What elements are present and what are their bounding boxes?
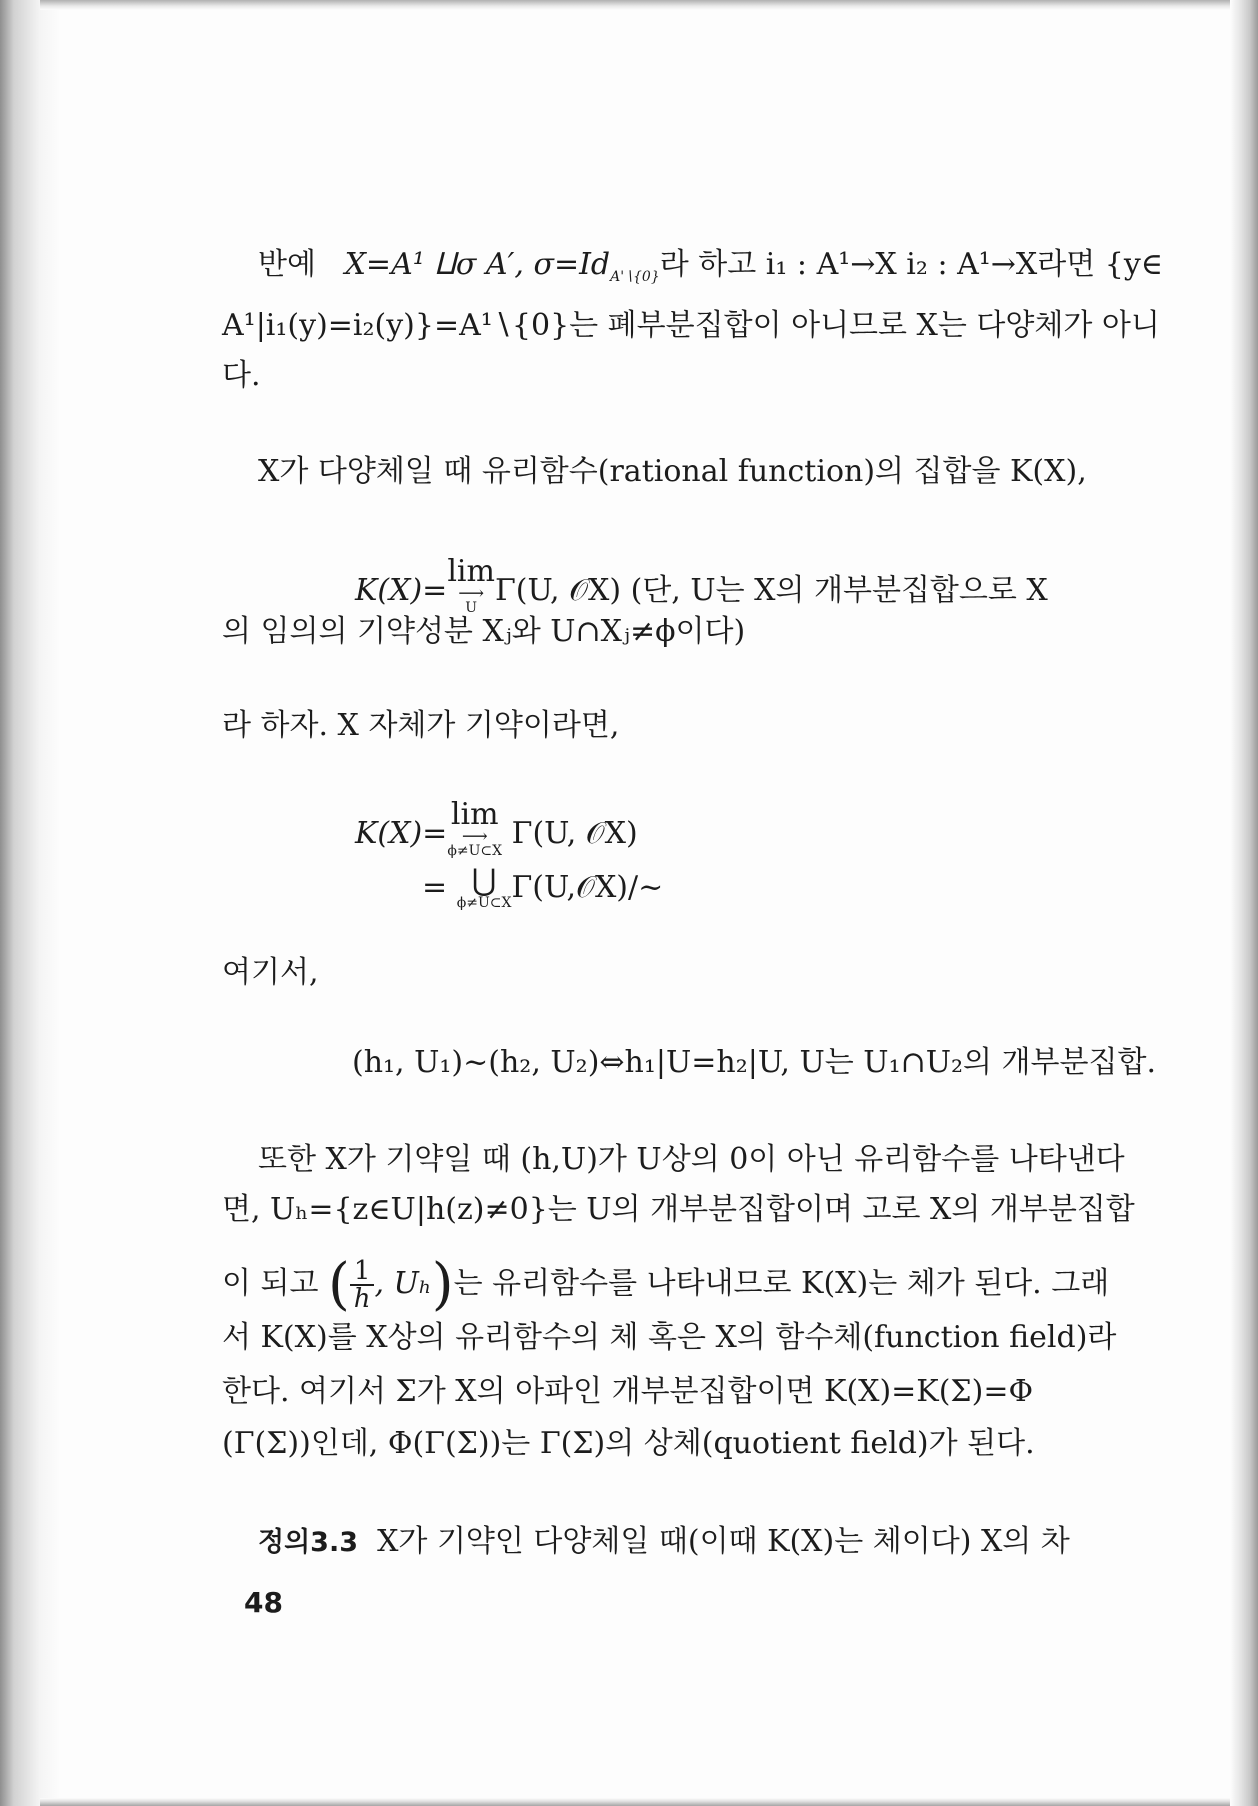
definition-label: 정의3.3 xyxy=(258,1527,358,1558)
union-symbol: ⋃ xyxy=(471,863,497,898)
example-label: 반예 xyxy=(258,247,316,282)
limit1-arrow: ⟶ xyxy=(458,583,485,604)
limit2-rhs: Γ(U, 𝒪X) xyxy=(511,816,638,851)
limit2-subscript: ϕ≠U⊂X xyxy=(447,843,503,859)
right-paren: ) xyxy=(431,1252,454,1317)
union-equals: = xyxy=(422,870,448,905)
example-equation: X=A¹ ⨿σ A′, σ=Id xyxy=(344,247,611,282)
page-number: 48 xyxy=(244,1586,283,1619)
fraction xyxy=(350,1258,375,1312)
where-line: 여기서, xyxy=(222,955,319,990)
field-line-2: 면, Uₕ={z∈U|h(z)≠0}는 U의 개부분집합이며 고로 X의 개부분집합 xyxy=(222,1192,1135,1227)
union-subscript: ϕ≠U⊂X xyxy=(456,895,512,911)
limit1-lim: lim xyxy=(447,554,495,589)
page-binding-edge xyxy=(0,0,60,1806)
irreducible-line: 라 하자. X 자체가 기약이라면, xyxy=(222,708,620,743)
field-line-3-end: 는 유리함수를 나타내므로 K(X)는 체가 된다. 그래 xyxy=(453,1266,1110,1301)
fraction-denominator: h xyxy=(353,1284,371,1314)
page-bottom-edge xyxy=(40,1798,1230,1806)
limit1-subscript: U xyxy=(465,600,478,616)
page-top-edge xyxy=(40,0,1230,10)
limit-equation-1 xyxy=(355,554,1048,616)
limit2-arrow: ⟶ xyxy=(461,826,488,847)
limit2-operator xyxy=(447,797,503,859)
equivalence-equation: (h₁, U₁)~(h₂, U₂)⇔h₁|U=h₂|U, U는 U₁∩U₂의 개부분집합. xyxy=(352,1045,1156,1080)
limit1-condition: 의 임의의 기약성분 Xⱼ와 U∩Xⱼ≠ϕ이다) xyxy=(222,614,746,649)
limit1-lhs: K(X)= xyxy=(355,573,448,608)
limit-equation-2 xyxy=(355,797,638,859)
field-line-4: 서 K(X)를 X상의 유리함수의 체 혹은 X의 함수체(function field)라 xyxy=(222,1320,1117,1355)
page-right-edge xyxy=(1230,0,1258,1806)
example-text: 라 하고 i₁ : A¹→X i₂ : A¹→X라면 {y∈ xyxy=(659,247,1164,282)
field-line-3 xyxy=(222,1252,1110,1317)
example-subscript: A'∖{0} xyxy=(610,269,660,285)
definition-line xyxy=(222,1522,1070,1563)
rational-line-1: X가 다양체일 때 유리함수(rational function)의 집합을 K(X), xyxy=(258,454,1087,489)
union-rhs: Γ(U,𝒪X)/~ xyxy=(511,870,664,905)
union-operator xyxy=(456,863,512,911)
field-line-5: 한다. 여기서 Σ가 X의 아파인 개부분집합이면 K(X)=K(Σ)=Φ xyxy=(222,1374,1034,1409)
field-line-3-uh: , Uₕ xyxy=(374,1266,432,1301)
field-line-6: (Γ(Σ))인데, Φ(Γ(Σ))는 Γ(Σ)의 상체(quotient field)가 된다. xyxy=(222,1426,1035,1461)
example-line-3: 다. xyxy=(222,358,261,393)
field-line-3-start: 이 되고 xyxy=(222,1266,319,1301)
limit2-lim: lim xyxy=(450,797,499,832)
example-line-2: A¹|i₁(y)=i₂(y)}=A¹∖{0}는 폐부분집합이 아니므로 X는 다양체가 아니 xyxy=(222,308,1160,343)
fraction-numerator: 1 xyxy=(350,1258,375,1286)
union-equation xyxy=(422,863,664,911)
example-line-1 xyxy=(222,245,1163,297)
limit1-rhs: Γ(U, 𝒪X) (단, U는 X의 개부분집합으로 X xyxy=(494,573,1048,608)
field-line-1: 또한 X가 기약일 때 (h,U)가 U상의 0이 아닌 유리함수를 나타낸다 xyxy=(258,1142,1125,1177)
limit2-lhs: K(X)= xyxy=(355,816,448,851)
definition-text: X가 기약인 다양체일 때(이때 K(X)는 체이다) X의 차 xyxy=(377,1524,1070,1559)
left-paren: ( xyxy=(328,1252,350,1317)
limit1-operator xyxy=(447,554,495,616)
